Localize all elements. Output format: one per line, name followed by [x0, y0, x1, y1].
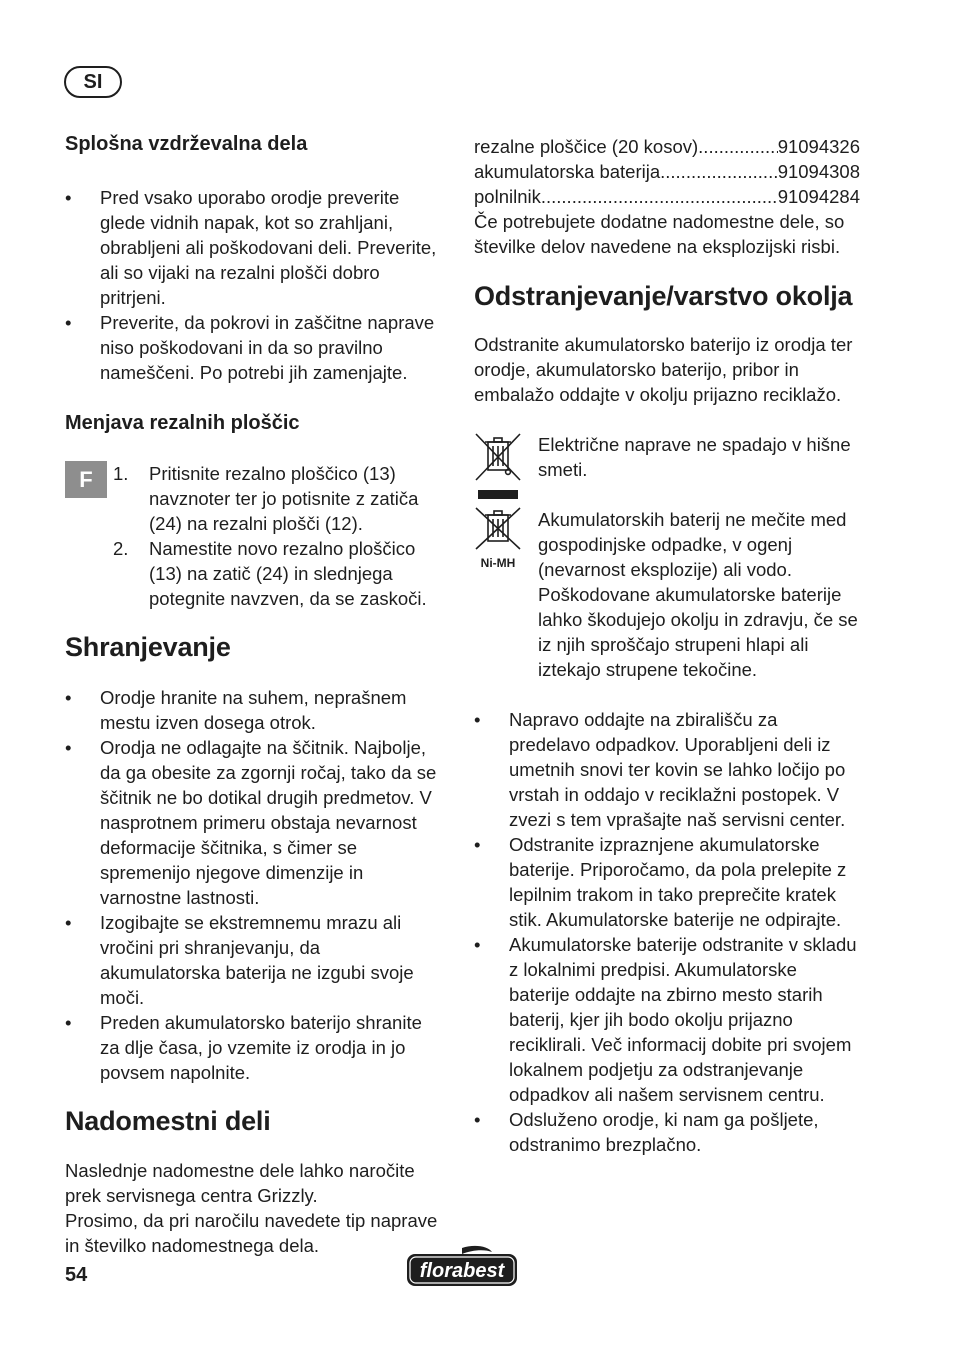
step-item: [113, 461, 441, 536]
maintenance-list: [65, 185, 441, 385]
parts-note: Če potrebujete dodatne nadomestne dele, so številke delov navedene na eksplozijski risbi.: [474, 211, 845, 257]
left-column: [65, 130, 441, 1258]
step-text: Pritisnite rezalno ploščico (13) navznoter ter jo potisnite z zatiča (24) na rezalni plošči (12).: [149, 463, 419, 534]
disposal-list: [474, 707, 860, 1157]
blade-change-heading: Menjava rezalnih ploščic: [65, 412, 300, 434]
blade-change-steps: [65, 461, 441, 611]
section-tab-f: F: [65, 461, 107, 498]
language-badge: SI: [64, 66, 122, 98]
disposal-intro: Odstranite akumulatorsko baterijo iz orodja ter orodje, akumulatorsko baterijo, pribor in embalažo oddajte v okolju prijazno reciklažo.: [474, 334, 853, 405]
crossed-bin-nimh-icon: [474, 507, 522, 570]
battery-text: Akumulatorskih baterij ne mečite med gospodinjske odpadke, v ogenj (nevarnost eksplozije) ali vodo. Poškodovane akumulatorske baterije lahko škodujejo okolju in zdravju, če se iz njih sproščajo strupeni hlapi ali iztekajo strupene tekočine.: [538, 509, 858, 680]
list-item: • Preverite, da pokrovi in zaščitne naprave niso poškodovani in da so pravilno nameščeni. Po potrebi jih zamenjajte.: [65, 310, 441, 385]
part-label: rezalne ploščice (20 kosov): [474, 136, 699, 157]
weee-notice: [474, 432, 860, 482]
battery-notice: [474, 507, 860, 682]
step-item: [113, 536, 441, 611]
part-label: polnilnik: [474, 186, 541, 207]
list-item: • Pred vsako uporabo orodje preverite glede vidnih napak, kot so zrahljani, obrabljeni ali poškodovani deli. Preverite, ali so vijaki na rezalni plošči dobro pritrjeni.: [65, 185, 441, 310]
storage-list: [65, 685, 441, 1085]
list-item: • Preden akumulatorsko baterijo shranite za dlje časa, jo vzemite iz orodja in jo povsem napolnite.: [65, 1010, 441, 1085]
blade-change-section: [65, 461, 441, 611]
spare-parts-para1: Naslednje nadomestne dele lahko naročite prek servisnega centra Grizzly.: [65, 1160, 415, 1206]
list-item: • Akumulatorske baterije odstranite v skladu z lokalnimi predpisi. Akumulatorske baterije oddajte na zbirno mesto starih baterij, kjer jih bodo okolju prijazno reciklirali. Več informacij dobite pri svojem lokalnem podjetju za odstranjevanje odpadkov ali našem servisnem centru.: [474, 932, 860, 1107]
page-number: 54: [65, 1264, 88, 1286]
parts-row: [474, 134, 860, 159]
list-item: • Odstranite izpraznjene akumulatorske baterije. Priporočamo, da pola prelepite z lepilnim trakom in tako preprečite kratek stik. Akumulatorske baterije ne odpirajte.: [474, 832, 860, 932]
storage-heading: Shranjevanje: [65, 632, 231, 662]
list-item: • Orodja ne odlagajte na ščitnik. Najbolje, da ga obesite za zgornji ročaj, tako da se ščitnik ne bo dotikal drugih predmetov. V nasprotnem primeru obstaja nevarnost deformacije ščitnika, s čimer se spremenijo njegove dimenzije in varnostne lastnosti.: [65, 735, 441, 910]
battery-icon-label: Ni-MH: [480, 556, 516, 570]
right-column: [474, 134, 860, 1157]
step-number: 2.: [113, 538, 129, 559]
maintenance-heading: Splošna vzdrževalna dela: [65, 133, 308, 155]
crossed-bin-icon: [474, 432, 522, 507]
florabest-logo: [404, 1244, 520, 1290]
list-item: • Orodje hranite na suhem, neprašnem mestu izven dosega otrok.: [65, 685, 441, 735]
disposal-heading: Odstranjevanje/varstvo okolja: [474, 281, 853, 311]
part-code: 91094284: [777, 186, 860, 207]
svg-text:florabest: florabest: [419, 1260, 505, 1282]
list-item: • Izogibajte se ekstremnemu mrazu ali vročini pri shranjevanju, da akumulatorska baterija ne izgubi svoje moči.: [65, 910, 441, 1010]
part-code: 91094308: [777, 161, 860, 182]
parts-row: [474, 159, 860, 184]
step-number: 1.: [113, 463, 129, 484]
step-text: Namestite novo rezalno ploščico (13) na zatič (24) in slednjega potegnite navzven, da se zaskoči.: [149, 538, 427, 609]
list-item: • Odsluženo orodje, ki nam ga pošljete, odstranimo brezplačno.: [474, 1107, 860, 1157]
list-item: • Napravo oddajte na zbirališču za predelavo odpadkov. Uporabljeni deli iz umetnih snovi ter kovin se lahko ločijo po vrstah in oddajo v reciklažni postopek. V zvezi s tem vprašajte naš servisni center.: [474, 707, 860, 832]
weee-text: Električne naprave ne spadajo v hišne smeti.: [538, 434, 851, 480]
spare-parts-heading: Nadomestni deli: [65, 1106, 271, 1136]
part-label: akumulatorska baterija: [474, 161, 661, 182]
spare-parts-para2: Prosimo, da pri naročilu navedete tip naprave in številko nadomestnega dela.: [65, 1210, 438, 1256]
part-code: 91094326: [777, 136, 860, 157]
parts-row: [474, 184, 860, 209]
